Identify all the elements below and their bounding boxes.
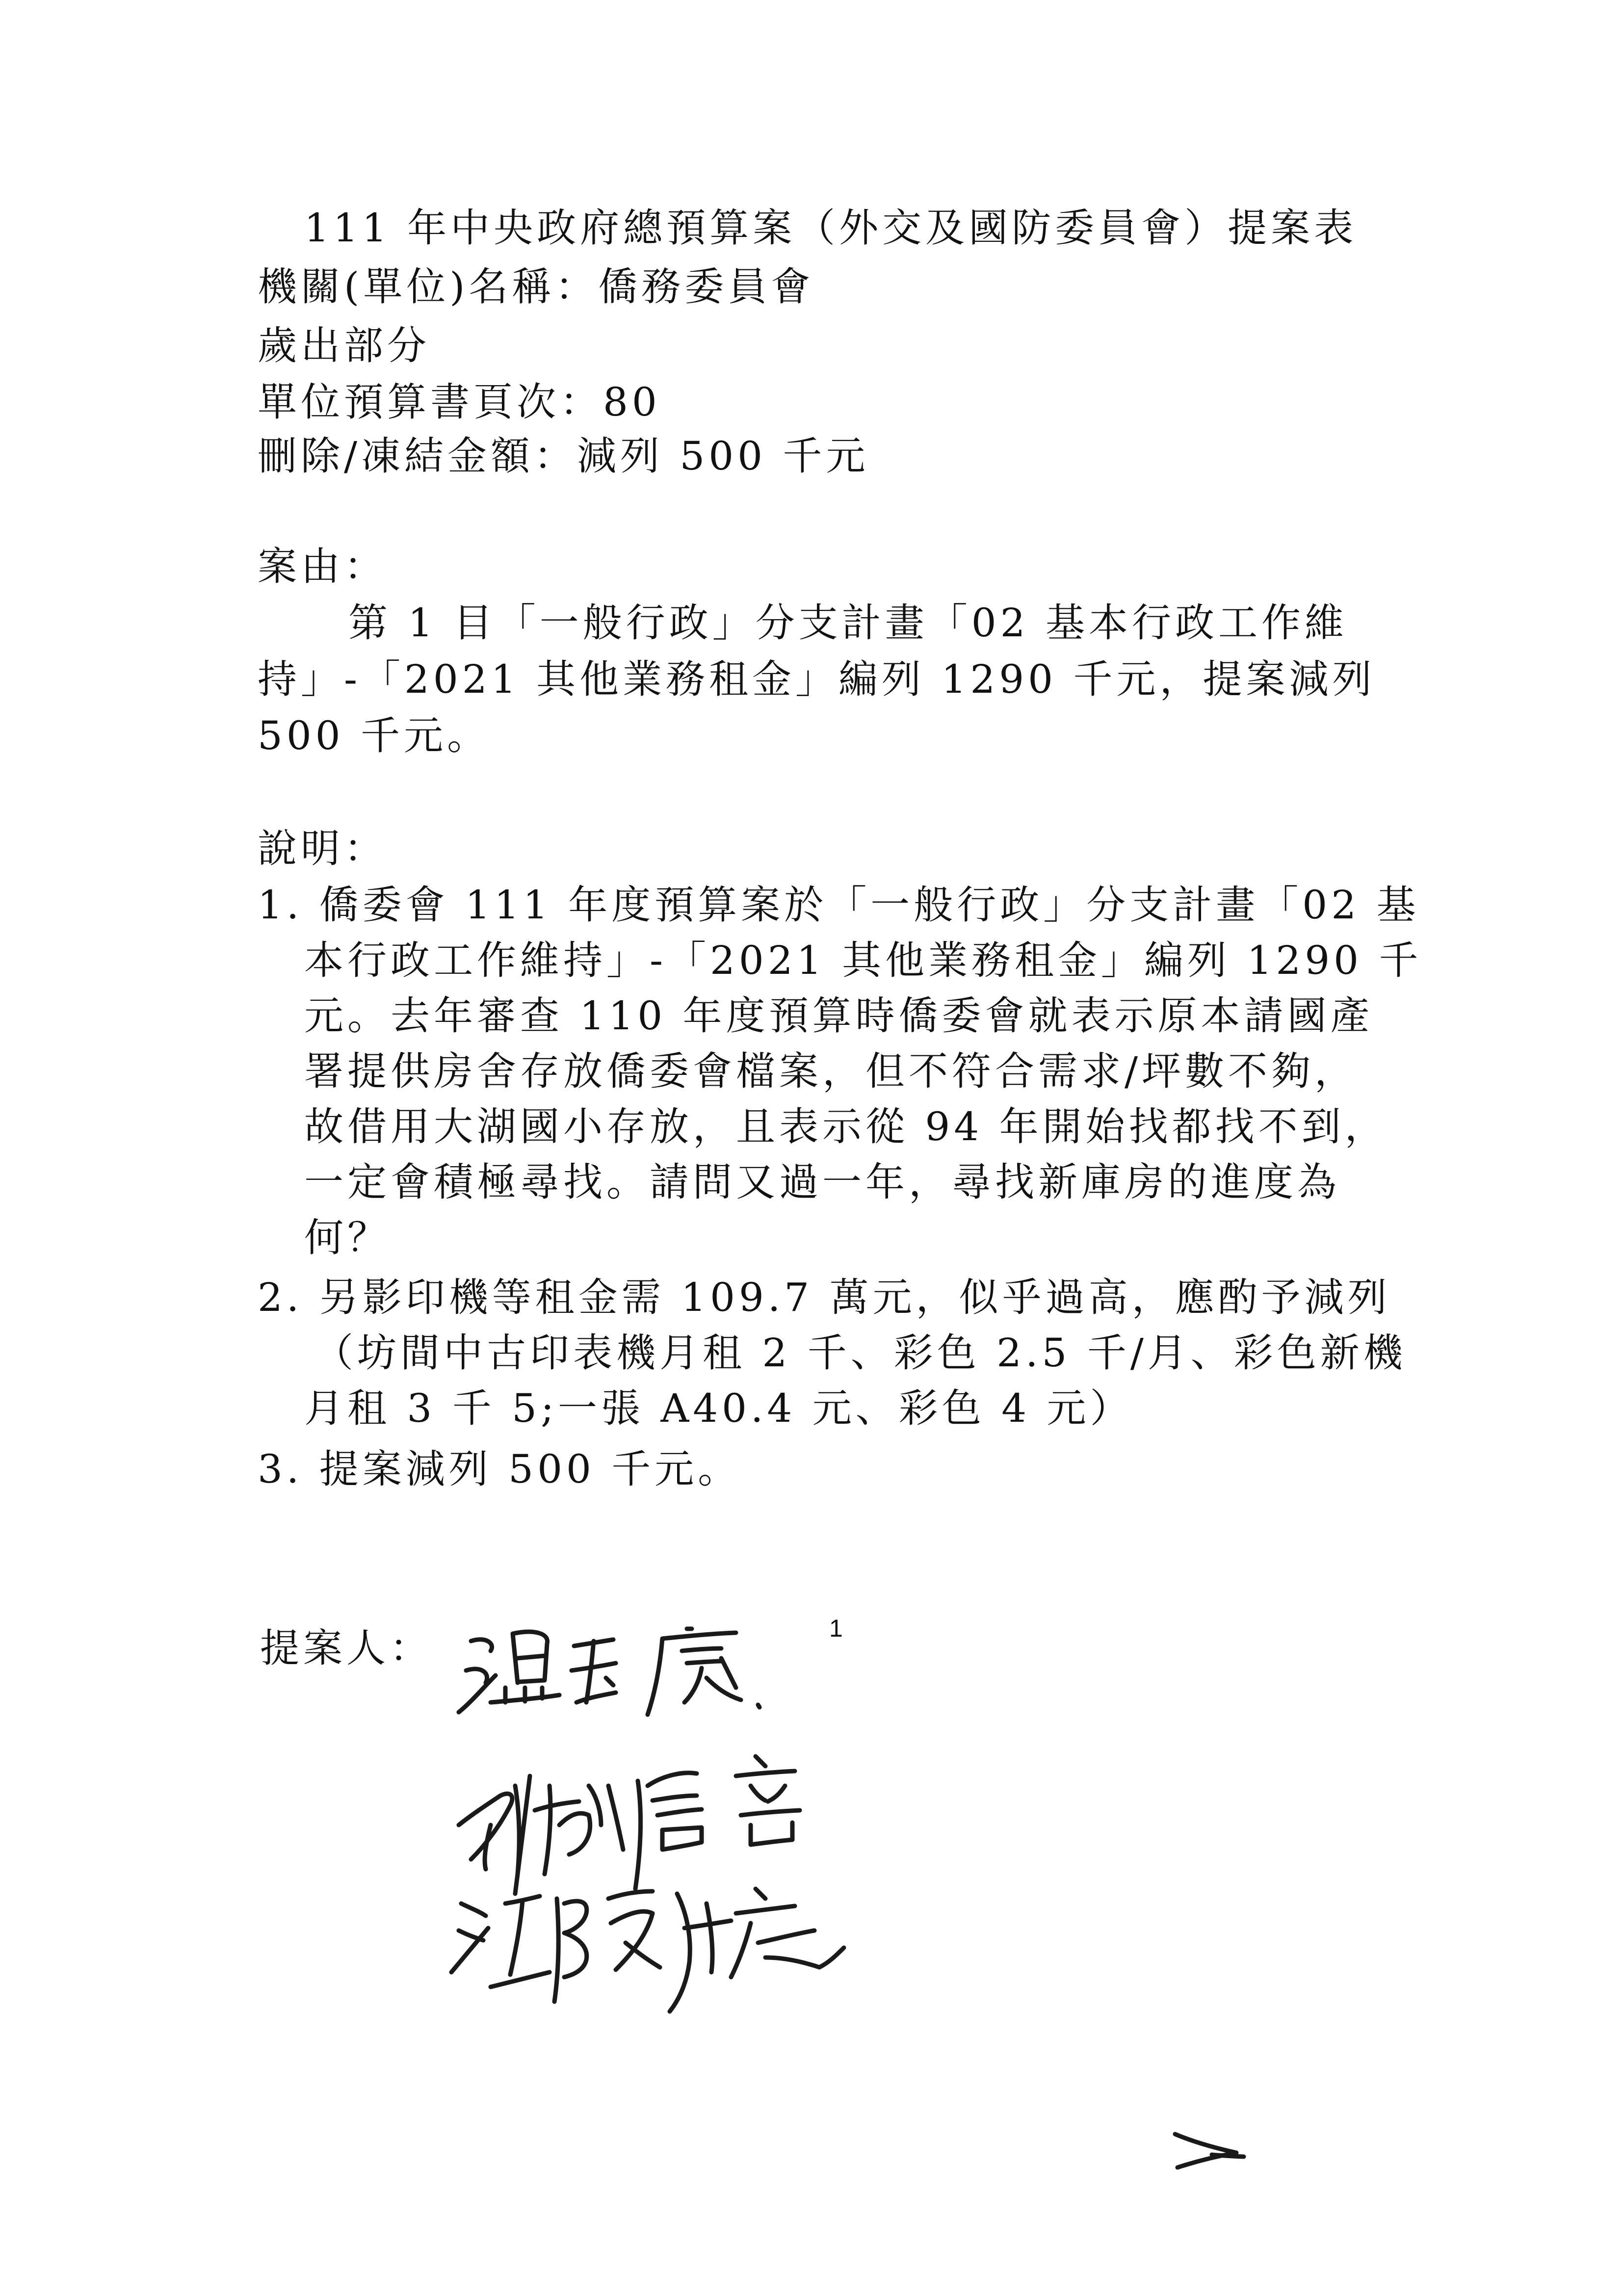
explanation-heading: 說明：	[258, 826, 387, 871]
explanation-item-2-line: 2. 另影印機等租金需 109.7 萬元，似乎過高，應酌予減列	[258, 1275, 1391, 1320]
page-number: 1	[829, 1615, 843, 1642]
budget-page-ref: 單位預算書頁次：80	[258, 379, 661, 425]
margin-mark	[1175, 2134, 1236, 2167]
reason-heading: 案由：	[258, 544, 387, 589]
explanation-item-1-line: 故借用大湖國小存放，且表示從 94 年開始找都找不到，	[304, 1104, 1388, 1149]
reason-line: 持」-「2021 其他業務租金」編列 1290 千元，提案減列	[258, 656, 1376, 702]
signature-1	[459, 1629, 760, 1715]
reason-line: 500 千元。	[258, 713, 491, 758]
agency-name: 機關(單位)名稱：僑務委員會	[258, 264, 814, 310]
explanation-item-1-line: 何？	[304, 1215, 391, 1260]
reason-line: 第 1 目「一般行政」分支計畫「02 基本行政工作維	[348, 600, 1348, 646]
explanation-item-2-line: （坊間中古印表機月租 2 千、彩色 2.5 千/月、彩色新機	[314, 1330, 1407, 1376]
signature-2	[459, 1756, 800, 1894]
explanation-item-1-line: 一定會積極尋找。請問又過一年，尋找新庫房的進度為	[304, 1159, 1340, 1205]
explanation-item-1-line: 1. 僑委會 111 年度預算案於「一般行政」分支計畫「02 基	[258, 882, 1420, 928]
margin-mark-tail	[1212, 2155, 1244, 2157]
explanation-item-1-line: 本行政工作維持」-「2021 其他業務租金」編列 1290 千	[304, 938, 1422, 983]
document-title: 111 年中央政府總預算案（外交及國防委員會）提案表	[304, 205, 1358, 251]
explanation-item-3-line: 3. 提案減列 500 千元。	[258, 1446, 741, 1492]
section-label: 歲出部分	[258, 323, 430, 368]
proposer-label: 提案人：	[260, 1625, 433, 1671]
signature-3	[451, 1889, 844, 2011]
explanation-item-1-line: 署提供房舍存放僑委會檔案，但不符合需求/坪數不夠，	[304, 1048, 1358, 1094]
deduction-amount: 刪除/凍結金額：減列 500 千元	[258, 433, 869, 479]
explanation-item-1-line: 元。去年審查 110 年度預算時僑委會就表示原本請國產	[304, 993, 1374, 1039]
explanation-item-2-line: 月租 3 千 5;一張 A40.4 元、彩色 4 元）	[304, 1385, 1133, 1431]
